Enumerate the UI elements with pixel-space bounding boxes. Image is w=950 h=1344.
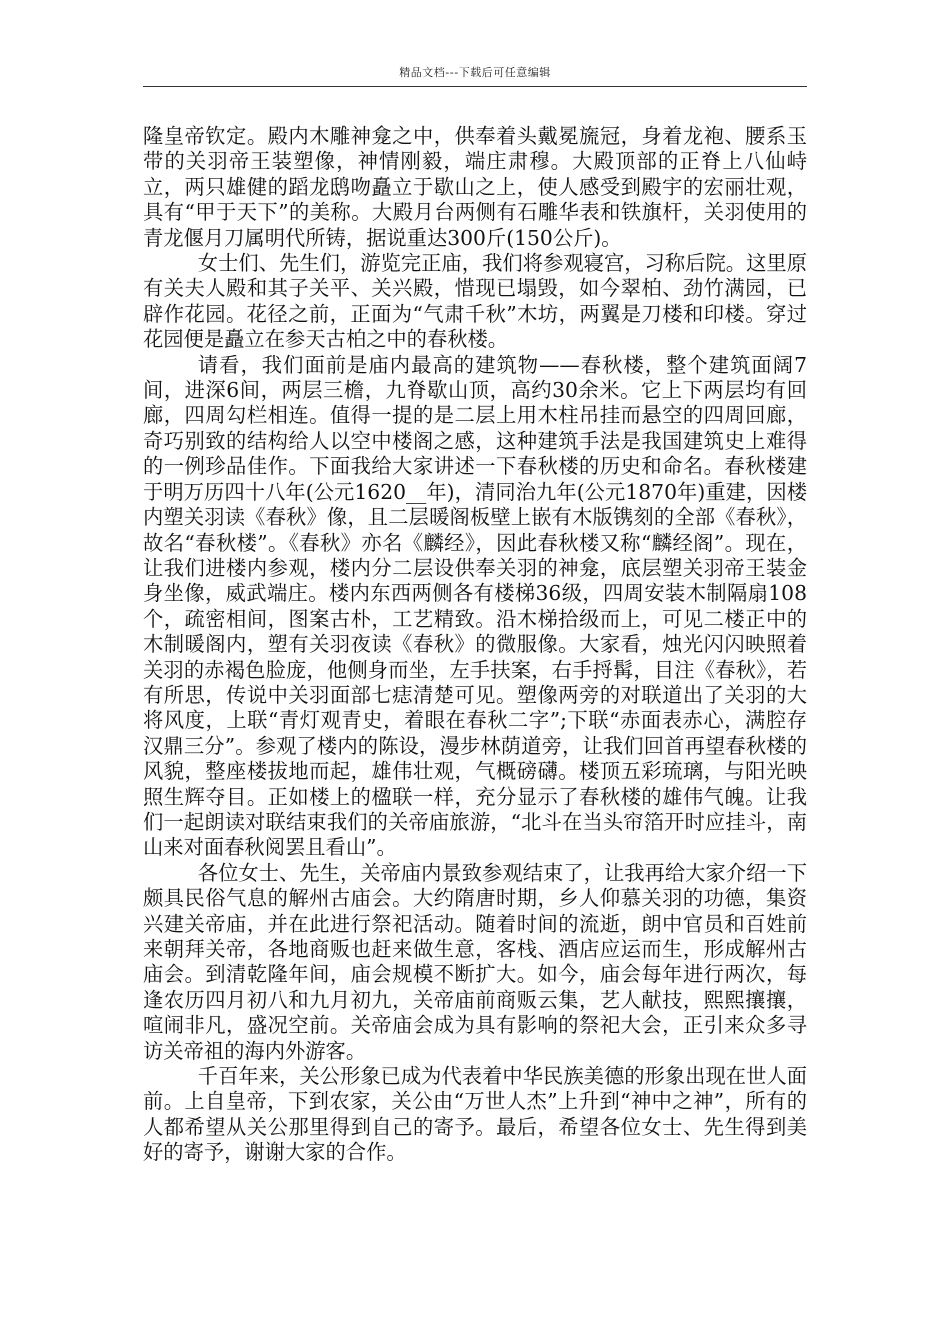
paragraph: 女士们、先生们，游览完正庙，我们将参观寝宫，习称后院。这里原有关夫人殿和其子关平、关兴殿，惜现已塌毁，如今翠柏、劲竹满园，已辟作花园。花径之前，正面为“气肃千秋”木坊，两翼是刀楼和印楼。穿过花园便是矗立在参天古柏之中的春秋楼。 — [143, 251, 807, 352]
paragraph: 千百年来，关公形象已成为代表着中华民族美德的形象出现在世人面前。上自皇帝，下到农家，关公由“万世人杰”上升到“神中之神”，所有的人都希望从关公那里得到自己的寄予。最后，希望各位女士、先生得到美好的寄予，谢谢大家的合作。 — [143, 1064, 807, 1165]
paragraph: 隆皇帝钦定。殿内木雕神龛之中，供奉着头戴冕旒冠，身着龙袍、腰系玉带的关羽帝王装塑像，神情刚毅，端庄肃穆。大殿顶部的正脊上八仙峙立，两只雄健的蹈龙鸱吻矗立于歇山之上，使人感受到殿宇的宏丽壮观，具有“甲于天下”的美称。大殿月台两侧有石雕华表和铁旗杆，关羽使用的青龙偃月刀属明代所铸，据说重达300斤(150公斤)。 — [143, 124, 807, 250]
paragraph: 请看，我们面前是庙内最高的建筑物——春秋楼，整个建筑面阔7间，进深6间，两层三檐，九脊歇山顶，高约30余米。它上下两层均有回廊，四周勾栏相连。值得一提的是二层上用木柱吊挂而悬空的四周回廊，奇巧别致的结构给人以空中楼阁之感，这种建筑手法是我国建筑史上难得的一例珍品佳作。下面我给大家讲述一下春秋楼的历史和命名。春秋楼建于明万历四十八年(公元1620__年)，清同治九年(公元1870年)重建，因楼内塑关羽读《春秋》像，且二层暖阁板壁上嵌有木版镌刻的全部《春秋》，故名“春秋楼”。《春秋》亦名《麟经》，因此春秋楼又称“麟经阁”。现在，让我们进楼内参观，楼内分二层设供奉关羽的神龛，底层塑关羽帝王装金身坐像，威武端庄。楼内东西两侧各有楼梯36级，四周安装木制隔扇108个，疏密相间，图案古朴，工艺精致。沿木梯拾级而上，可见二楼正中的木制暖阁内，塑有关羽夜读《春秋》的微服像。大家看，烛光闪闪映照着关羽的赤褐色脸庞，他侧身而坐，左手扶案，右手捋髯，目注《春秋》，若有所思，传说中关羽面部七痣清楚可见。塑像两旁的对联道出了关羽的大将风度，上联“青灯观青史，着眼在春秋二字”;下联“赤面表赤心，满腔存汉鼎三分”。参观了楼内的陈设，漫步林荫道旁，让我们回首再望春秋楼的风貌，整座楼拔地而起，雄伟壮观，气概磅礴。楼顶五彩琉璃，与阳光映照生辉夺目。正如楼上的楹联一样，充分显示了春秋楼的雄伟气魄。让我们一起朗读对联结束我们的关帝庙旅游，“北斗在当头帘箔开时应挂斗，南山来对面春秋阅罢且看山”。 — [143, 352, 807, 860]
page-header: 精品文档---下载后可任意编辑 — [399, 66, 551, 79]
paragraph: 各位女士、先生，关帝庙内景致参观结束了，让我再给大家介绍一下颇具民俗气息的解州古庙会。大约隋唐时期，乡人仰慕关羽的功德，集资兴建关帝庙，并在此进行祭祀活动。随着时间的流逝，朗中官员和百姓前来朝拜关帝，各地商贩也赶来做生意，客栈、酒店应运而生，形成解州古庙会。到清乾隆年间，庙会规模不断扩大。如今，庙会每年进行两次，每逢农历四月初八和九月初九，关帝庙前商贩云集，艺人献技，熙熙攘攘，喧闹非凡，盛况空前。关帝庙会成为具有影响的祭祀大会，正引来众多寻访关帝祖的海内外游客。 — [143, 860, 807, 1063]
document-body — [143, 124, 807, 1166]
header-rule — [143, 86, 807, 87]
